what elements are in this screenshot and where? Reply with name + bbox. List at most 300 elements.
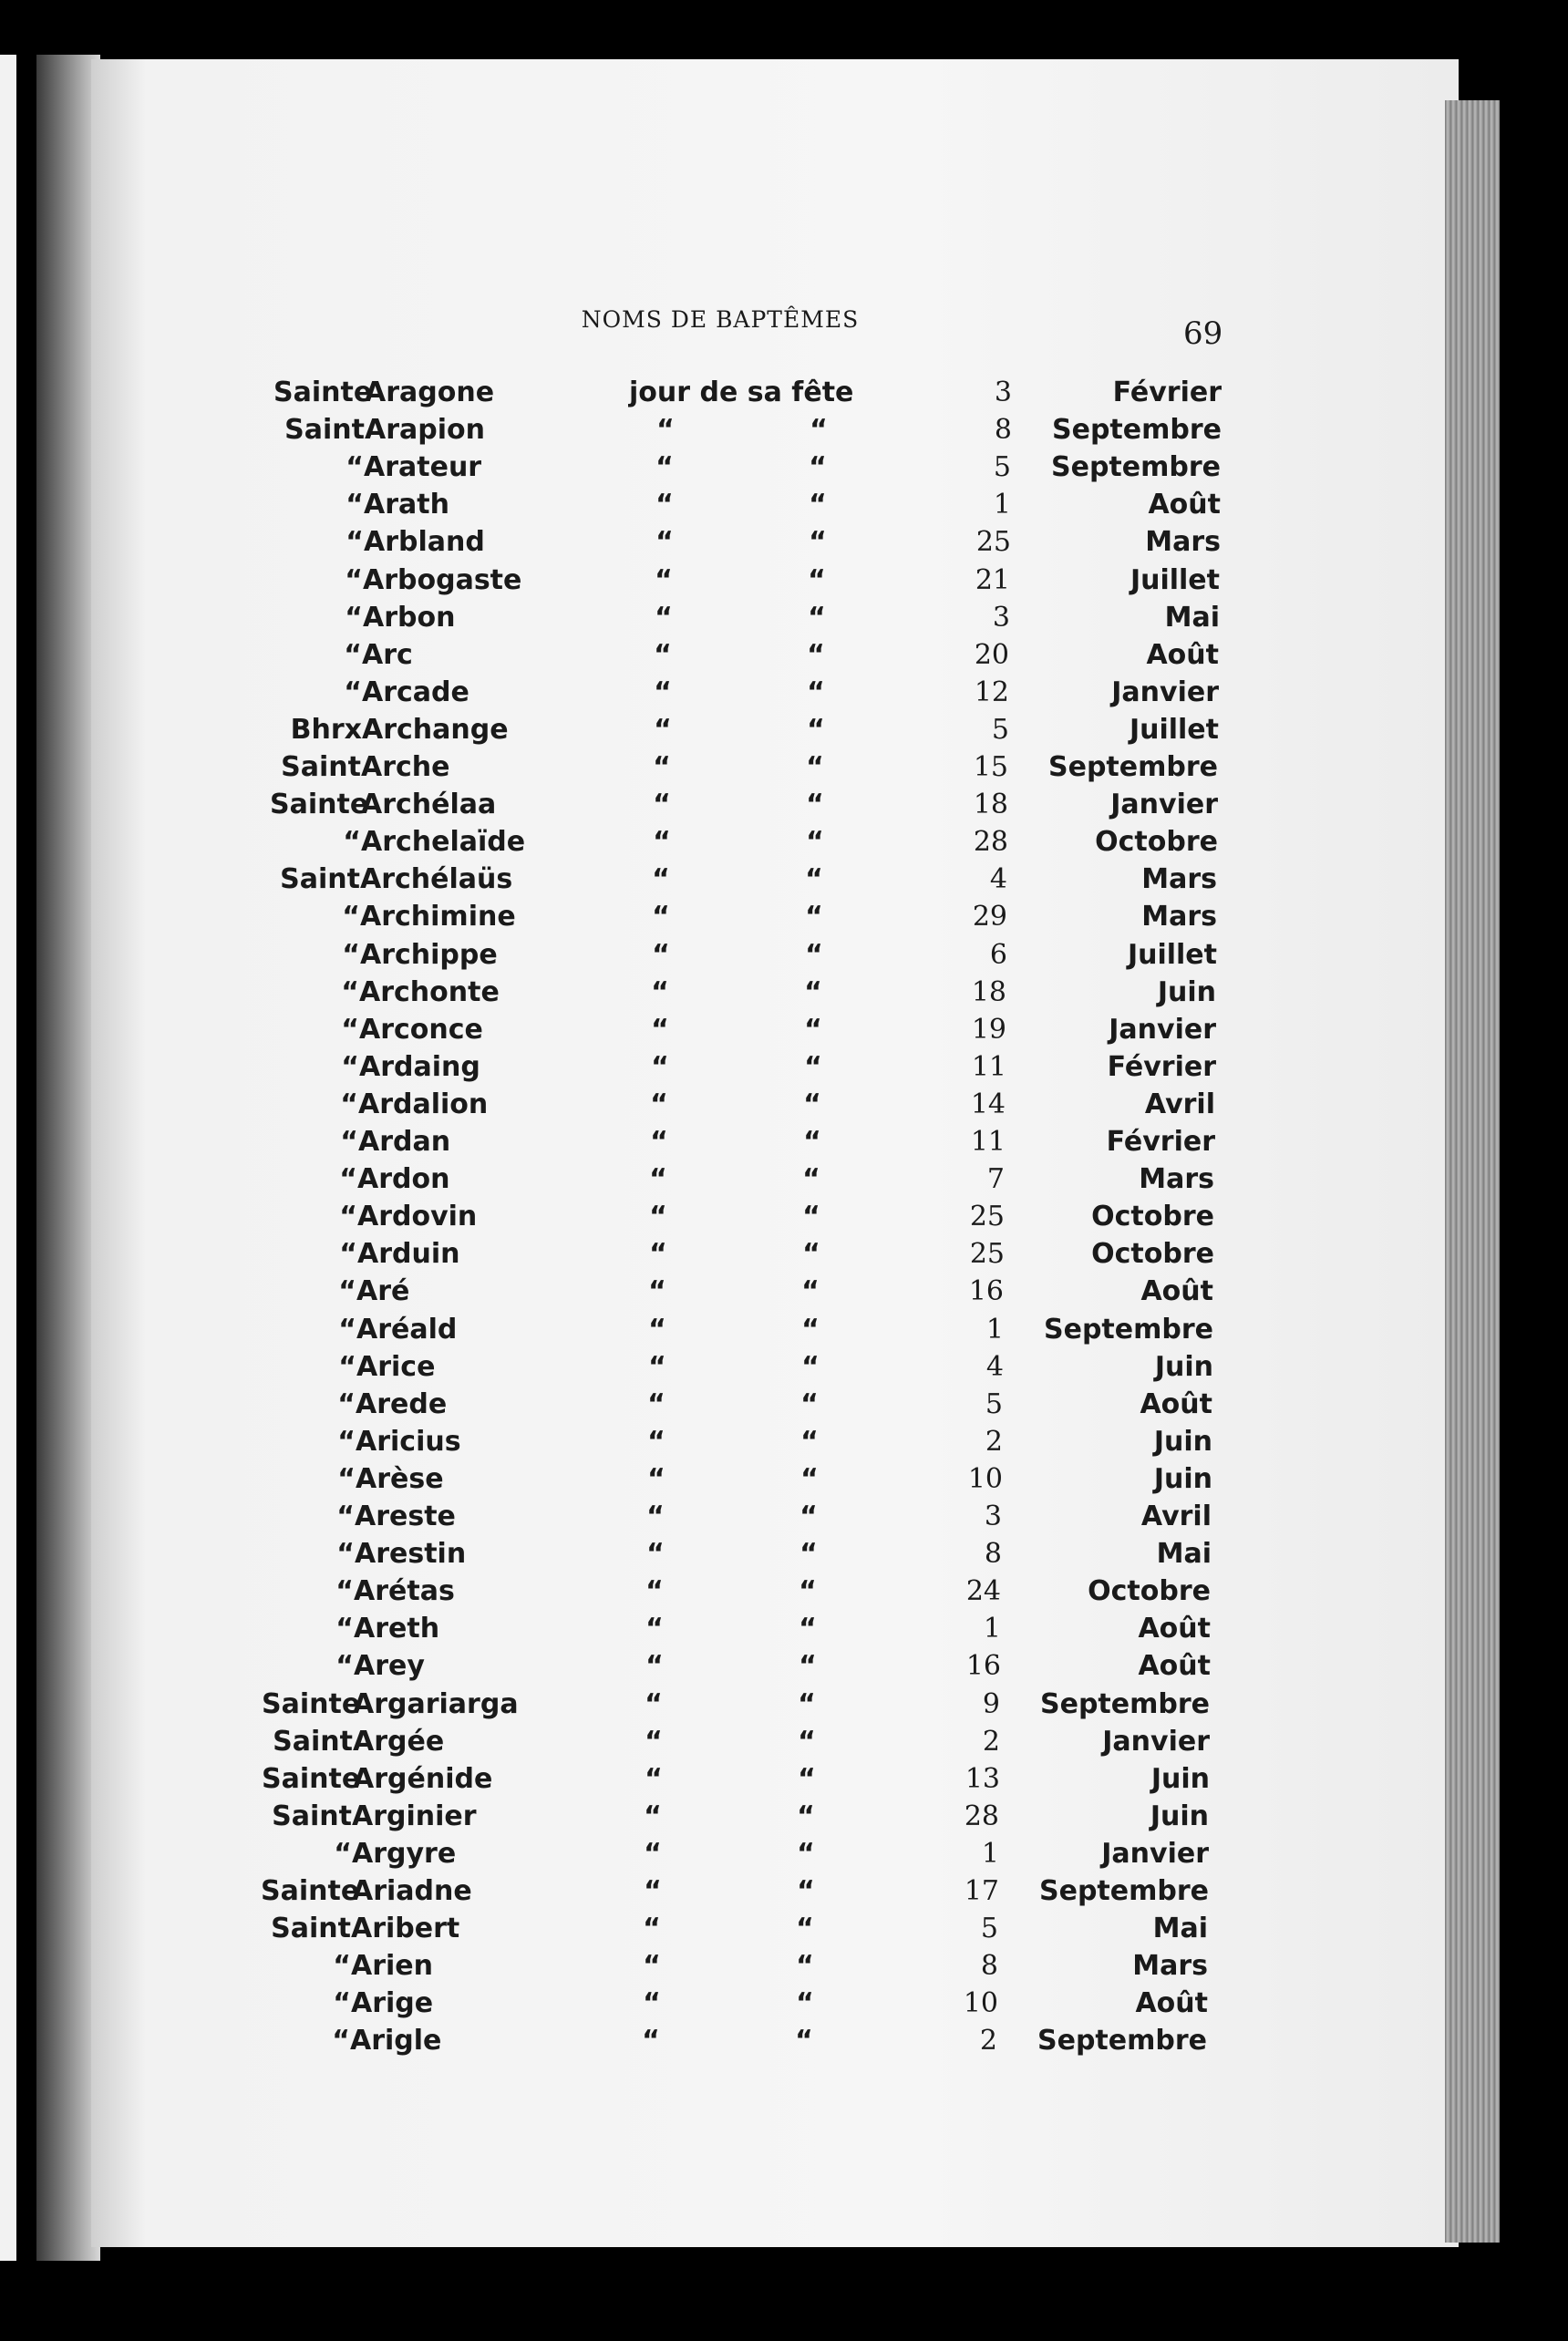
entry-title: Saint	[280, 863, 360, 896]
entry-title: Bhrx	[290, 713, 362, 746]
feast-day: 3	[992, 601, 1010, 634]
ditto-mark: “	[643, 1950, 661, 1983]
ditto-mark: “	[809, 451, 827, 484]
ditto-mark: “	[803, 1088, 821, 1120]
entry-title: Saint	[273, 1725, 353, 1758]
feast-month: Avril	[1140, 1501, 1212, 1532]
ditto-mark: “	[654, 638, 672, 671]
ditto-mark: “	[653, 751, 671, 783]
table-row	[264, 1386, 1212, 1423]
ditto-mark: “	[647, 1425, 665, 1458]
feast-day: 5	[993, 451, 1011, 484]
feast-month: Septembre	[1052, 414, 1222, 447]
feast-month: Juillet	[1127, 938, 1217, 971]
ditto-mark: “	[807, 638, 825, 671]
table-row	[260, 1985, 1208, 2022]
ditto-mark: “	[644, 1837, 662, 1870]
feast-day: 15	[973, 751, 1008, 783]
ditto-mark: “	[806, 751, 824, 783]
feast-month: Août	[1140, 1275, 1213, 1308]
feast-day: 8	[994, 414, 1012, 447]
entry-title: “	[338, 1350, 356, 1383]
ditto-mark: “	[652, 938, 670, 971]
feast-month: Août	[1140, 1387, 1212, 1420]
ditto-mark: “	[648, 1275, 666, 1308]
entry-name: Archippe	[360, 938, 498, 971]
ditto-mark: “	[650, 1088, 668, 1120]
entry-name: Arèse	[356, 1462, 444, 1495]
feast-month: Septembre	[1051, 451, 1221, 484]
feast-day: 6	[989, 938, 1007, 971]
feast-day: 18	[973, 789, 1008, 821]
ditto-mark: “	[651, 1013, 669, 1046]
table-row	[261, 1872, 1209, 1910]
ditto-mark: “	[644, 1800, 662, 1832]
ditto-mark: “	[804, 1013, 822, 1046]
table-row	[267, 1123, 1215, 1160]
table-row	[260, 1910, 1208, 1947]
ditto-mark: “	[655, 601, 673, 634]
feast-day: 29	[972, 901, 1007, 933]
table-row	[269, 898, 1217, 935]
feast-day: 2	[979, 2025, 997, 2057]
ditto-mark: “	[650, 1126, 668, 1158]
entry-title: “	[335, 1575, 354, 1608]
entry-name: Areth	[354, 1613, 440, 1645]
table-row	[259, 2022, 1207, 2059]
entry-name: Arche	[361, 751, 450, 783]
ditto-mark: “	[648, 1313, 666, 1346]
feast-month: Juin	[1150, 1800, 1209, 1832]
ditto-mark: “	[808, 563, 826, 596]
ditto-mark: “	[654, 675, 672, 708]
entry-title: “	[338, 1275, 356, 1308]
table-row	[265, 1311, 1213, 1348]
ditto-mark: “	[799, 1650, 817, 1683]
feast-month: Septembre	[1040, 1687, 1210, 1720]
feast-month: Avril	[1144, 1088, 1215, 1120]
feast-month: Septembre	[1048, 751, 1218, 783]
feast-day: 17	[964, 1875, 999, 1907]
entry-name: Ardalion	[358, 1088, 489, 1120]
ditto-mark: “	[796, 1987, 814, 2020]
ditto-mark: “	[797, 1875, 815, 1907]
feast-month: Février	[1106, 1126, 1215, 1158]
entry-title: “	[334, 1837, 352, 1870]
ditto-mark: “	[653, 826, 671, 859]
feast-month: Février	[1107, 1050, 1216, 1083]
feast-month: Août	[1135, 1987, 1208, 2020]
ditto-mark: “	[809, 489, 827, 521]
table-row	[273, 411, 1222, 449]
entry-name: Aribert	[351, 1913, 460, 1945]
feast-day: 19	[971, 1013, 1006, 1046]
feast-day: 25	[975, 526, 1011, 559]
ditto-mark: “	[796, 1913, 814, 1945]
feast-day: 14	[970, 1088, 1006, 1120]
ditto-mark: “	[800, 1387, 819, 1420]
entry-name: Ardan	[358, 1126, 451, 1158]
feast-month: Mars	[1141, 863, 1217, 896]
ditto-mark: “	[795, 2025, 813, 2057]
ditto-mark: “	[655, 526, 674, 559]
entry-name: Archelaïde	[361, 826, 526, 859]
entry-name: Arbon	[363, 601, 456, 634]
entry-title: Sainte	[262, 1687, 361, 1720]
feast-month: Juillet	[1129, 713, 1219, 746]
running-head: NOMS DE BAPTÊMES	[581, 306, 860, 333]
ditto-mark: “	[808, 601, 826, 634]
entry-name: Areste	[355, 1501, 456, 1532]
entry-title: Saint	[281, 751, 361, 783]
feast-month: Août	[1138, 1650, 1211, 1683]
entry-name: Archange	[362, 713, 509, 746]
ditto-mark: “	[645, 1575, 664, 1608]
feast-month: Mai	[1164, 601, 1220, 634]
feast-month: Mars	[1141, 901, 1217, 933]
ditto-mark: “	[801, 1275, 820, 1308]
feast-month: Janvier	[1111, 675, 1219, 708]
table-row	[268, 974, 1216, 1011]
ditto-mark: “	[801, 1350, 820, 1383]
feast-month: Octobre	[1095, 826, 1218, 859]
ditto-mark: “	[649, 1163, 667, 1196]
entry-name: Arduin	[357, 1238, 460, 1271]
entry-title: “	[341, 1013, 359, 1046]
table-row	[262, 1760, 1210, 1798]
feast-month: Août	[1148, 489, 1221, 521]
feast-day: 21	[975, 563, 1010, 596]
entry-name: Arc	[362, 638, 413, 671]
feast-day: 5	[991, 713, 1009, 746]
entry-name: Ardaing	[359, 1050, 480, 1083]
entry-title: “	[339, 1201, 357, 1233]
ditto-mark: “	[804, 975, 822, 1008]
feast-month: Octobre	[1091, 1238, 1214, 1271]
table-row	[266, 1198, 1214, 1235]
entry-name: Archélaüs	[360, 863, 513, 896]
ditto-mark: “	[655, 489, 674, 521]
entry-name: Arede	[356, 1387, 448, 1420]
entry-name: Argénide	[353, 1762, 493, 1795]
ditto-mark: “	[797, 1800, 815, 1832]
ditto-mark: “	[798, 1725, 816, 1758]
entry-title: “	[333, 1950, 351, 1983]
feast-day: 12	[974, 675, 1009, 708]
entry-title: “	[346, 451, 364, 484]
entry-title: “	[337, 1425, 356, 1458]
ditto-mark: “	[799, 1613, 817, 1645]
feast-month: Septembre	[1037, 2025, 1207, 2057]
feast-month: Juin	[1154, 1350, 1213, 1383]
ditto-mark: “	[807, 675, 825, 708]
entry-title: “	[341, 975, 359, 1008]
table-row	[272, 599, 1220, 636]
feast-month: Août	[1138, 1613, 1211, 1645]
table-row	[266, 1160, 1214, 1198]
entry-name: Archimine	[360, 901, 516, 933]
feast-day: 28	[973, 826, 1008, 859]
ditto-mark: “	[803, 1126, 821, 1158]
ditto-mark: “	[642, 2025, 660, 2057]
feast-month: Octobre	[1088, 1575, 1211, 1608]
entry-title: “	[332, 2025, 350, 2057]
table-row	[273, 486, 1221, 523]
ditto-mark: “	[646, 1538, 665, 1571]
ditto-mark: “	[799, 1501, 818, 1532]
entry-name: Arath	[364, 489, 449, 521]
feast-month: Janvier	[1109, 1013, 1216, 1046]
table-row	[264, 1423, 1212, 1460]
entry-name: Arien	[351, 1950, 433, 1983]
table-row	[272, 562, 1220, 599]
feast-day: 10	[963, 1987, 998, 2020]
table-row	[270, 748, 1218, 786]
ditto-mark: “	[645, 1725, 663, 1758]
table-row	[270, 786, 1218, 823]
ditto-mark: “	[805, 901, 823, 933]
entry-name: Arginier	[352, 1800, 477, 1832]
entry-name: Arconce	[359, 1013, 483, 1046]
entry-title: “	[342, 901, 360, 933]
entry-title: “	[338, 1313, 356, 1346]
entry-title: “	[342, 938, 360, 971]
table-row	[265, 1273, 1213, 1310]
entry-title: “	[340, 1126, 358, 1158]
feast-month: Mai	[1156, 1538, 1212, 1571]
entry-name: Argée	[353, 1725, 445, 1758]
entry-name: Argariarga	[353, 1687, 519, 1720]
entry-name: Arigle	[350, 2025, 442, 2057]
entry-title: Sainte	[262, 1762, 361, 1795]
entry-name: Arapion	[365, 414, 485, 447]
table-row	[262, 1723, 1210, 1760]
entry-name: Aricius	[356, 1425, 461, 1458]
ditto-mark: “	[649, 1238, 667, 1271]
feast-month: Juin	[1150, 1762, 1210, 1795]
entry-name: Arateur	[364, 451, 482, 484]
entry-title: “	[337, 1462, 356, 1495]
ditto-mark: “	[652, 901, 670, 933]
entry-title: “	[336, 1538, 355, 1571]
entry-name: Arice	[356, 1350, 436, 1383]
feast-month: Juillet	[1130, 563, 1220, 596]
table-row	[261, 1835, 1209, 1872]
entry-name: Arestin	[355, 1538, 467, 1571]
table-row	[263, 1647, 1211, 1685]
ditto-mark: “	[643, 1987, 661, 2020]
ditto-mark: “	[805, 938, 823, 971]
table-row	[263, 1498, 1212, 1535]
ditto-mark: “	[648, 1350, 666, 1383]
feast-day: 11	[970, 1126, 1006, 1158]
feast-month: Septembre	[1039, 1875, 1209, 1907]
entry-title: “	[340, 1088, 358, 1120]
entry-title: “	[345, 563, 363, 596]
ditto-mark: “	[800, 1425, 819, 1458]
table-row	[260, 1947, 1208, 1985]
entry-title: Saint	[272, 1800, 352, 1832]
table-row	[270, 823, 1218, 861]
table-row	[265, 1348, 1213, 1386]
feast-month: Juin	[1153, 1462, 1212, 1495]
feast-month: Mai	[1152, 1913, 1208, 1945]
table-row	[261, 1798, 1209, 1835]
ditto-mark: “	[806, 789, 824, 821]
entry-name: Ardon	[357, 1163, 450, 1196]
entry-name: Arétas	[354, 1575, 455, 1608]
entry-name: Archonte	[359, 975, 500, 1008]
entry-name: Arbogaste	[363, 563, 522, 596]
entry-title: Sainte	[270, 789, 369, 821]
ditto-mark: “	[809, 526, 827, 559]
ditto-mark: “	[655, 451, 674, 484]
ditto-mark: “	[806, 826, 824, 859]
entry-name: Arcade	[362, 675, 469, 708]
entry-title: “	[341, 1050, 359, 1083]
feast-day: 10	[967, 1462, 1003, 1495]
feast-month: Mars	[1132, 1950, 1208, 1983]
feast-day: 16	[965, 1650, 1001, 1683]
entry-title: “	[333, 1987, 351, 2020]
feast-day: 8	[980, 1950, 998, 1983]
ditto-mark: “	[796, 1950, 814, 1983]
ditto-mark: “	[647, 1387, 665, 1420]
feast-month: Août	[1146, 638, 1219, 671]
ditto-mark: “	[643, 1913, 661, 1945]
entry-title: “	[335, 1650, 354, 1683]
feast-day: 1	[985, 1313, 1004, 1346]
table-row	[273, 449, 1221, 486]
column-caption: jour de sa fête	[629, 376, 854, 408]
entry-title: “	[337, 1387, 356, 1420]
feast-day: 25	[969, 1238, 1005, 1271]
ditto-mark: “	[645, 1687, 663, 1720]
table-row	[267, 1086, 1215, 1123]
ditto-mark: “	[653, 789, 671, 821]
feast-day: 28	[964, 1800, 999, 1832]
ditto-mark: “	[644, 1875, 662, 1907]
ditto-mark: “	[805, 863, 823, 896]
entry-title: “	[346, 526, 364, 559]
feast-day: 25	[969, 1201, 1005, 1233]
table-row	[263, 1573, 1211, 1610]
ditto-mark: “	[645, 1613, 664, 1645]
table-row	[264, 1460, 1212, 1498]
ditto-mark: “	[655, 563, 673, 596]
feast-day: 1	[993, 489, 1011, 521]
entry-title: Saint	[271, 1913, 351, 1945]
table-row	[263, 1535, 1212, 1573]
feast-day: 18	[971, 975, 1006, 1008]
feast-day: 2	[982, 1725, 1000, 1758]
feast-month: Février	[1112, 376, 1222, 408]
table-row	[273, 523, 1221, 561]
feast-day: 11	[971, 1050, 1006, 1083]
feast-day: 7	[986, 1163, 1005, 1196]
table-row	[269, 936, 1217, 974]
ditto-mark: “	[647, 1462, 665, 1495]
feast-day: 5	[985, 1387, 1003, 1420]
ditto-mark: “	[807, 713, 825, 746]
entry-name: Arige	[351, 1987, 434, 2020]
entry-title: “	[346, 489, 364, 521]
table-row	[263, 1610, 1211, 1647]
feast-month: Juin	[1153, 1425, 1212, 1458]
table-row	[268, 1048, 1216, 1086]
entry-title: “	[345, 601, 363, 634]
table-row	[269, 861, 1217, 898]
table-row	[268, 1011, 1216, 1048]
table-row	[271, 711, 1219, 748]
feast-day: 13	[965, 1762, 1000, 1795]
entry-title: “	[344, 675, 362, 708]
ditto-mark: “	[802, 1238, 820, 1271]
feast-day: 8	[984, 1538, 1002, 1571]
ditto-mark: “	[654, 713, 672, 746]
feast-month: Janvier	[1101, 1837, 1209, 1870]
feast-day: 4	[985, 1350, 1004, 1383]
entry-title: Sainte	[273, 376, 373, 408]
entry-title: “	[335, 1613, 354, 1645]
ditto-mark: “	[801, 1313, 820, 1346]
entry-name: Arey	[354, 1650, 425, 1683]
feast-day: 3	[984, 1501, 1002, 1532]
feast-day: 5	[980, 1913, 998, 1945]
ditto-mark: “	[649, 1201, 667, 1233]
ditto-mark: “	[810, 414, 828, 447]
ditto-mark: “	[802, 1163, 820, 1196]
entry-name: Archélaa	[361, 789, 497, 821]
ditto-mark: “	[804, 1050, 822, 1083]
table-row	[266, 1235, 1214, 1273]
feast-month: Septembre	[1044, 1313, 1213, 1346]
table-row	[273, 374, 1222, 411]
page-number: 69	[1183, 315, 1223, 352]
entry-name: Ardovin	[357, 1201, 478, 1233]
ditto-mark: “	[800, 1462, 819, 1495]
table-row	[271, 636, 1219, 674]
feast-month: Janvier	[1102, 1725, 1210, 1758]
feast-month: Juin	[1157, 975, 1216, 1008]
ditto-mark: “	[799, 1538, 818, 1571]
feast-day: 20	[974, 638, 1009, 671]
feast-month: Janvier	[1110, 789, 1218, 821]
feast-day: 2	[985, 1425, 1003, 1458]
ditto-mark: “	[646, 1501, 665, 1532]
ditto-mark: “	[797, 1837, 815, 1870]
feast-month: Mars	[1139, 1163, 1214, 1196]
entry-name: Arbland	[364, 526, 485, 559]
feast-day: 24	[965, 1575, 1001, 1608]
entry-title: “	[339, 1163, 357, 1196]
feast-month: Octobre	[1091, 1201, 1214, 1233]
entry-title: “	[344, 638, 362, 671]
feast-day: 9	[982, 1687, 1000, 1720]
feast-day: 4	[989, 863, 1007, 896]
feast-day: 1	[981, 1837, 999, 1870]
feast-month: Mars	[1145, 526, 1221, 559]
ditto-mark: “	[651, 975, 669, 1008]
entry-name: Ariadne	[352, 1875, 472, 1907]
table-row	[262, 1686, 1210, 1723]
entry-name: Aragone	[365, 376, 495, 408]
ditto-mark: “	[651, 1050, 669, 1083]
feast-day: 1	[983, 1613, 1001, 1645]
ditto-mark: “	[802, 1201, 820, 1233]
ditto-mark: “	[798, 1687, 816, 1720]
entry-title: “	[343, 826, 361, 859]
